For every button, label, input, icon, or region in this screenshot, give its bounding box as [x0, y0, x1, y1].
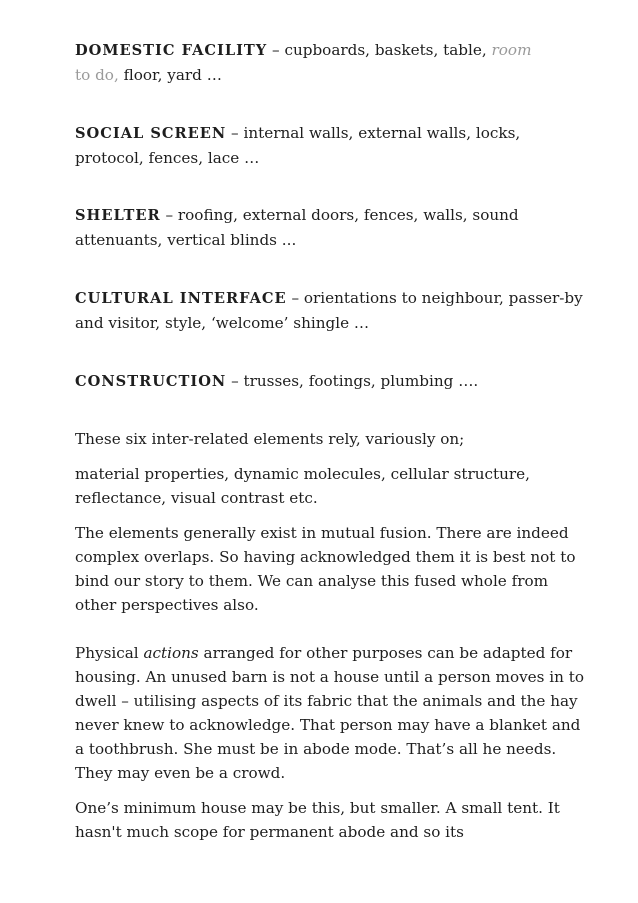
entry-text: cupboards, baskets, table,: [284, 41, 492, 59]
entry-text: internal walls, external walls, locks, protocol, fences, lace …: [75, 124, 521, 167]
entry-term: CULTURAL INTERFACE: [75, 290, 287, 307]
entry-domestic-facility: [75, 38, 590, 87]
entry-text: trusses, footings, plumbing ….: [243, 372, 479, 390]
paragraph-text: arranged for other purposes can be adapted for housing. An unused barn is not a house until a person moves in to dwell – utilising aspects of its fabric that the animals and the hay never knew to acknowledge. That person may have a blanket and a toothbrush. She must be in abode mode. That’s all he needs. They may even be a crowd.: [75, 644, 585, 782]
body-paragraph: One’s minimum house may be this, but smaller. A small tent. It hasn't much scope for permanent abode and so its: [75, 799, 560, 841]
body-paragraph: material properties, dynamic molecules, cellular structure, reflectance, visual contrast etc.: [75, 465, 530, 507]
entry-text: orientations to neighbour, passer-by and visitor, style, ‘welcome’ shingle …: [75, 289, 583, 332]
entry-dash: –: [267, 41, 285, 59]
entry-term: DOMESTIC FACILITY: [75, 42, 268, 59]
entry-dash: –: [160, 206, 178, 224]
body-paragraph: The elements generally exist in mutual fusion. There are indeed complex overlaps. So having acknowledged them it is best not to bind our story to them. We can analyse this fused whole from other perspectives also.: [75, 524, 576, 614]
entry-text: roofing, external doors, fences, walls, sound attenuants, vertical blinds ...: [75, 206, 519, 249]
body-paragraph: [75, 641, 590, 785]
entry-construction: [75, 369, 590, 394]
entry-dash: –: [226, 372, 244, 390]
entry-term: SHELTER: [75, 207, 161, 224]
emphasized-word: actions: [143, 644, 199, 662]
entry-dash: –: [286, 289, 304, 307]
entry-shelter: [75, 203, 590, 252]
entry-faded-text: room: [491, 41, 532, 59]
paragraph-text: Physical: [75, 644, 144, 662]
entry-social-screen: [75, 121, 590, 170]
document-page: [75, 38, 590, 844]
entry-dash: –: [226, 124, 244, 142]
entry-text: floor, yard …: [118, 66, 222, 84]
entry-faded-text: to do,: [75, 66, 119, 84]
body-paragraph: These six inter-related elements rely, variously on;: [75, 430, 465, 448]
entry-cultural-interface: [75, 286, 590, 335]
entry-term: SOCIAL SCREEN: [75, 125, 227, 142]
entry-term: CONSTRUCTION: [75, 373, 227, 390]
